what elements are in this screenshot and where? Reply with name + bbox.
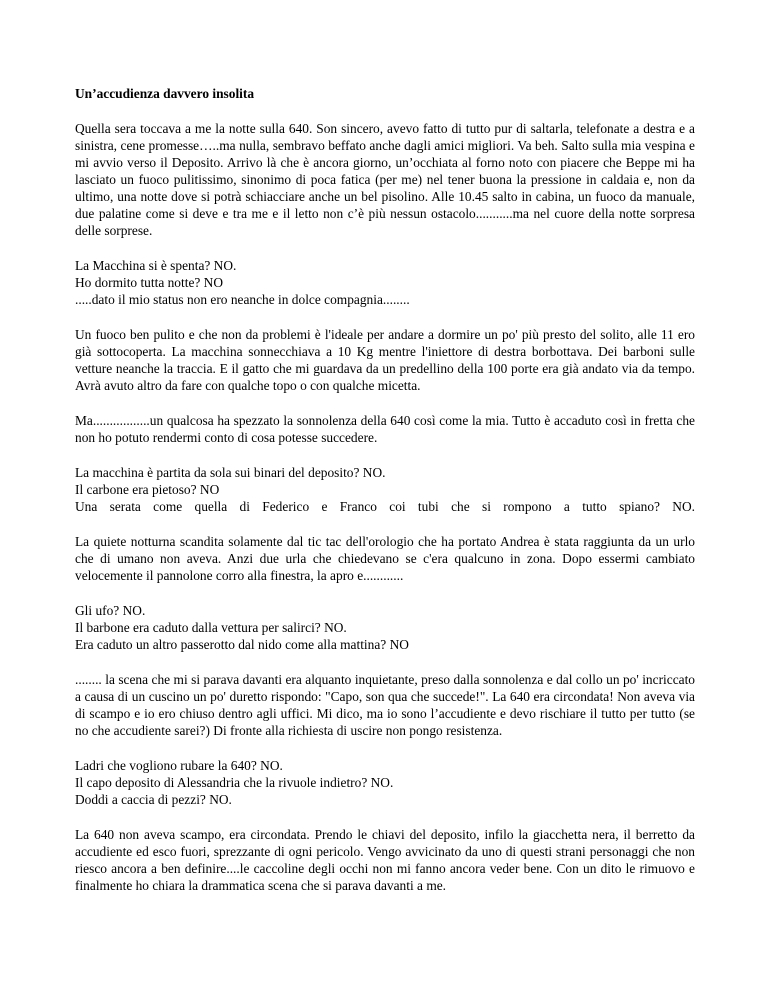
question-list-1 (75, 257, 695, 308)
question-line: Il capo deposito di Alessandria che la rivuole indietro? NO. (75, 775, 394, 790)
question-line: Il carbone era pietoso? NO (75, 482, 220, 497)
question-line: Gli ufo? NO. (75, 603, 146, 618)
question-list-2 (75, 464, 695, 515)
paragraph-text: Un fuoco ben pulito e che non da problemi è l'ideale per andare a dormire un po' più presto del solito, alle 11 ero già sottocoperta. La macchina sonnecchiava a 10 Kg mentre l'iniettore di destra borbottava. Dei barboni sulle vetture neanche la traccia. E il gatto che mi guardava da un predellino della 100 porte era già andato via da tempo. Avrà avuto altro da fare con qualche topo o con qualche micetta. (75, 327, 695, 393)
question-list-4 (75, 757, 695, 808)
document-title: Un’accudienza davvero insolita (75, 86, 255, 101)
document-page (75, 85, 695, 912)
question-line: Era caduto un altro passerotto dal nido come alla mattina? NO (75, 637, 409, 652)
paragraph-text: ........ la scena che mi si parava davanti era alquanto inquietante, preso dalla sonnolenza e dal collo un po' incriccato a causa di un cuscino un po' duretto rispondo: "Capo, son qua che succede!". La 640 era circondata! Non aveva via di scampo e io ero chiuso dentro agli uffici. Mi dico, ma io sono l’accudiente e devo rischiare il tutto per tutto (se no che accudiente sarei?) Di fronte alla richiesta di uscire non pongo resistenza. (75, 672, 695, 738)
question-list-3 (75, 602, 695, 653)
question-line: Ladri che vogliono rubare la 640? NO. (75, 758, 283, 773)
question-line: La macchina è partita da sola sui binari del deposito? NO. (75, 465, 386, 480)
question-line: Una serata come quella di Federico e Franco coi tubi che si rompono a tutto spiano? NO. (75, 499, 695, 514)
paragraph-5 (75, 671, 695, 739)
question-line: Il barbone era caduto dalla vettura per salirci? NO. (75, 620, 347, 635)
paragraph-2 (75, 326, 695, 394)
paragraph-text: Ma.................un qualcosa ha spezzato la sonnolenza della 640 così come la mia. Tutto è accaduto così in fretta che non ho potuto rendermi conto di cosa potesse succedere. (75, 413, 695, 445)
paragraph-text: Quella sera toccava a me la notte sulla 640. Son sincero, avevo fatto di tutto pur di saltarla, telefonate a destra e a sinistra, cene promesse…..ma nulla, sembravo beffato anche dagli amici migliori. Va beh. Salto sulla mia vespina e mi avvio verso il Deposito. Arrivo là che è ancora giorno, un’occhiata al forno noto con piacere che Beppe mi ha lasciato un fuoco pulitissimo, sinonimo di poca fatica (per me) nel tener buona la pressione in caldaia e, non da ultimo, una notte dove si potrà schiacciare anche un bel pisolino. Alle 10.45 salto in cabina, un fuoco da manuale, due palatine come si deve e tra me e il letto non c’è più nessun ostacolo...........ma nel cuore della notte sorpresa delle sorprese. (75, 121, 695, 238)
question-line: Ho dormito tutta notte? NO (75, 275, 224, 290)
question-line: Doddi a caccia di pezzi? NO. (75, 792, 232, 807)
paragraph-1 (75, 120, 695, 239)
paragraph-text: La quiete notturna scandita solamente dal tic tac dell'orologio che ha portato Andrea è stata raggiunta da un urlo che di umano non aveva. Anzi due urla che chiedevano se c'era qualcuno in zona. Dopo essermi cambiato velocemente il pannolone corro alla finestra, la apro e............ (75, 534, 695, 583)
paragraph-6 (75, 826, 695, 894)
question-line: .....dato il mio status non ero neanche in dolce compagnia........ (75, 292, 410, 307)
question-line: La Macchina si è spenta? NO. (75, 258, 237, 273)
paragraph-3 (75, 412, 695, 446)
paragraph-text: La 640 non aveva scampo, era circondata. Prendo le chiavi del deposito, infilo la giacchetta nera, il berretto da accudiente ed esco fuori, sprezzante di ogni pericolo. Vengo avvicinato da uno di questi strani personaggi che non riesco ancora a ben definire....le caccoline degli occhi non mi fanno ancora veder bene. Con un dito le rimuovo e finalmente ho chiara la drammatica scena che si parava davanti a me. (75, 827, 695, 893)
paragraph-4 (75, 533, 695, 584)
